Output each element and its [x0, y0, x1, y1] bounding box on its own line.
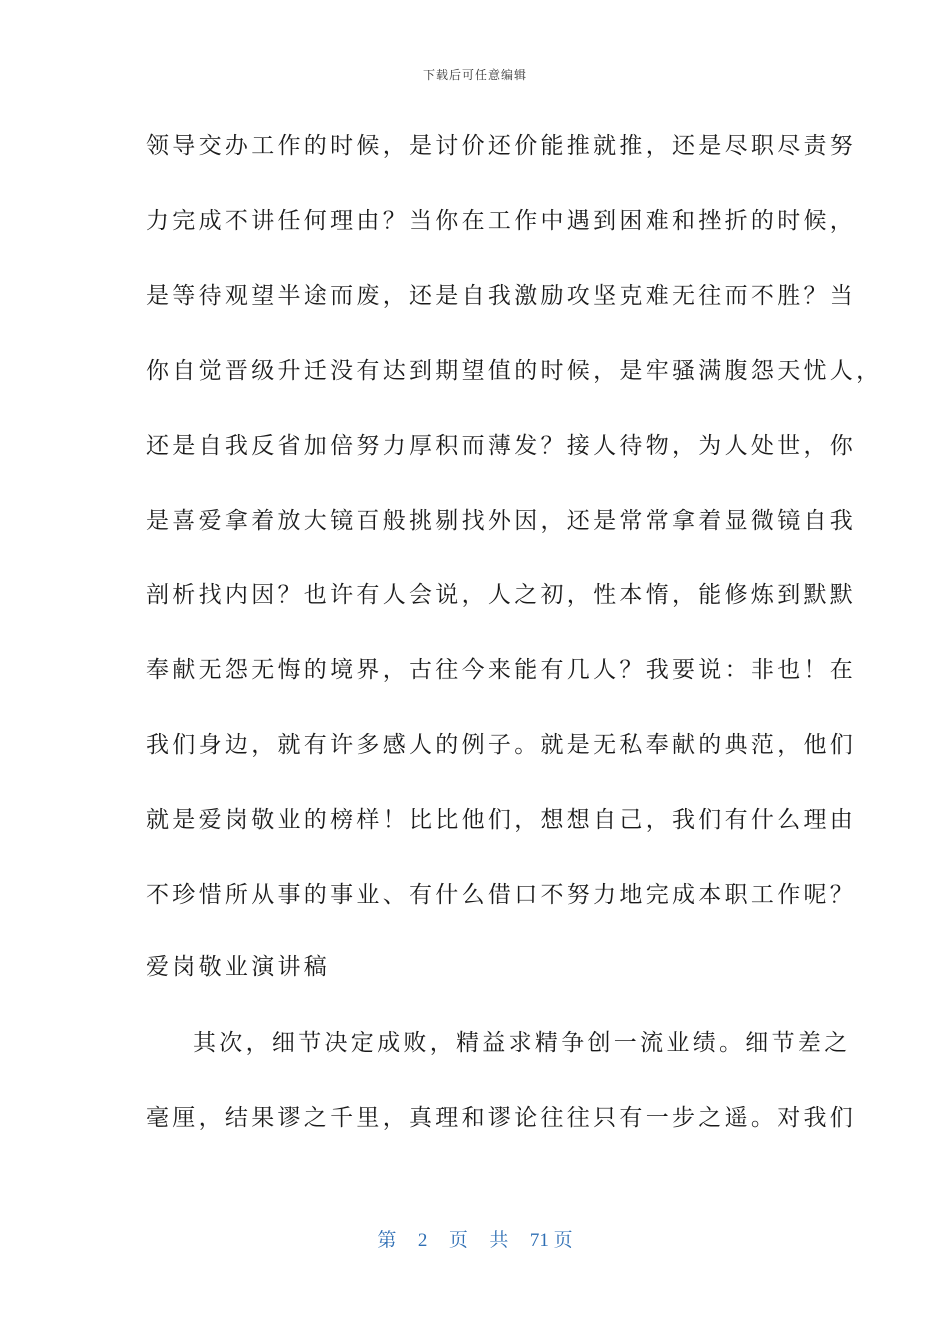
paragraph-first-line: 其次，细节决定成败，精益求精争创一流业绩。细节差之 — [193, 1030, 851, 1056]
footer-prefix: 第 — [377, 1230, 397, 1251]
current-page-number: 2 — [417, 1230, 428, 1251]
text-line: 不珍惜所从事的事业、有什么借口不努力地完成本职工作呢？ — [146, 882, 857, 908]
text-line: 毫厘，结果谬之千里，真理和谬论往往只有一步之遥。对我们 — [146, 1105, 857, 1131]
total-page-count: 71 — [529, 1230, 549, 1251]
text-line: 就是爱岗敬业的榜样！比比他们，想想自己，我们有什么理由 — [146, 807, 857, 833]
text-line: 我们身边，就有许多感人的例子。就是无私奉献的典范，他们 — [146, 732, 857, 758]
text-line: 还是自我反省加倍努力厚积而薄发？接人待物，为人处世，你 — [146, 433, 857, 459]
footer-suffix: 页 — [553, 1230, 573, 1251]
text-line: 领导交办工作的时候，是讨价还价能推就推，还是尽职尽责努 — [146, 133, 857, 159]
text-line: 你自觉晋级升迁没有达到期望值的时候，是牢骚满腹怨天忧人， — [146, 358, 883, 384]
header-note: 下载后可任意编辑 — [422, 68, 527, 82]
text-line: 奉献无怨无悔的境界，古往今来能有几人？我要说：非也！在 — [146, 657, 857, 683]
text-line: 是等待观望半途而废，还是自我激励攻坚克难无往而不胜？当 — [146, 283, 857, 309]
text-line: 力完成不讲任何理由？当你在工作中遇到困难和挫折的时候， — [146, 208, 857, 234]
footer-total-word: 共 — [489, 1230, 509, 1251]
page-number-footer — [0, 1225, 950, 1252]
text-line: 是喜爱拿着放大镜百般挑剔找外因，还是常常拿着显微镜自我 — [146, 508, 857, 534]
footer-page-word: 页 — [448, 1230, 468, 1251]
text-line: 剖析找内因？也许有人会说，人之初，性本惰，能修炼到默默 — [146, 582, 857, 608]
section-heading: 爱岗敬业演讲稿 — [146, 954, 331, 980]
